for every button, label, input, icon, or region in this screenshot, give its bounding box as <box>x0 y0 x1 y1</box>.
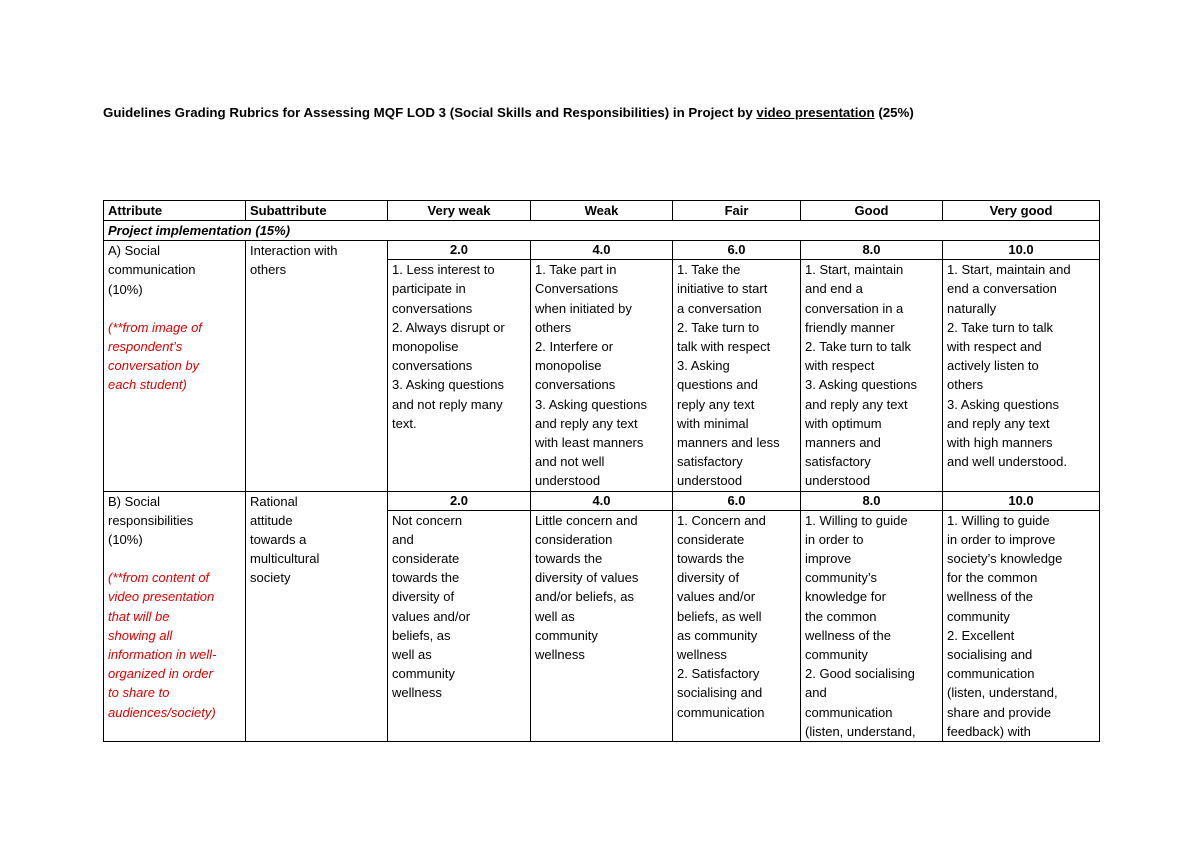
header-row <box>104 201 1100 221</box>
text-line: showing all <box>108 627 173 643</box>
text-line: communication <box>108 262 196 278</box>
descriptor-very-weak <box>388 260 531 491</box>
section-title: Project implementation (15%) <box>104 221 1100 241</box>
text-line: understood <box>805 473 871 489</box>
text-line: communication <box>805 704 893 720</box>
descriptor-fair <box>673 260 801 491</box>
text-line: 2. Take turn to talk <box>805 339 911 355</box>
text-line: wellness of the <box>805 627 891 643</box>
text-line: 1. Less interest to <box>392 262 495 278</box>
text-line: 2. Take turn to <box>677 319 760 335</box>
attribute-cell <box>104 241 246 491</box>
text-line: monopolise <box>392 339 459 355</box>
text-line: 2. Always disrupt or <box>392 319 505 335</box>
text-line: the common <box>805 608 877 624</box>
text-line: reply any text <box>677 396 755 412</box>
text-line: 1. Take part in <box>535 262 617 278</box>
score-weak: 4.0 <box>531 491 673 510</box>
descriptor-weak <box>531 260 673 491</box>
text-line: as community <box>677 627 758 643</box>
text-line: talk with respect <box>677 339 771 355</box>
descriptor-good <box>801 260 943 491</box>
text-line: Rational <box>250 493 298 509</box>
descriptor-fair <box>673 510 801 741</box>
text-line: satisfactory <box>805 454 871 470</box>
text-line: in order to <box>805 531 864 547</box>
text-line: respondent’s <box>108 339 183 355</box>
score-fair: 6.0 <box>673 491 801 510</box>
header-subattribute: Subattribute <box>246 201 388 221</box>
text-line: A) Social <box>108 243 161 259</box>
text-line: 2. Excellent <box>947 627 1015 643</box>
text-line: (**from image of <box>108 319 202 335</box>
text-line: diversity of values <box>535 570 639 586</box>
text-line: beliefs, as well <box>677 608 762 624</box>
text-line: and reply any text <box>805 396 908 412</box>
text-line: information in well- <box>108 647 217 663</box>
text-line: 1. Start, maintain and <box>947 262 1071 278</box>
text-line: and reply any text <box>535 415 638 431</box>
text-line: 1. Take the <box>677 262 741 278</box>
subattribute-cell <box>246 241 388 491</box>
text-line: towards the <box>677 551 745 567</box>
descriptor-very-weak <box>388 510 531 741</box>
text-line: understood <box>677 473 743 489</box>
text-line: feedback) with <box>947 723 1031 739</box>
header-weak: Weak <box>531 201 673 221</box>
text-line: communication <box>947 666 1035 682</box>
text-line: organized in order <box>108 666 213 682</box>
text-line: community <box>947 608 1010 624</box>
text-line: monopolise <box>535 358 602 374</box>
text-line: that will be <box>108 608 170 624</box>
text-line: multicultural <box>250 551 320 567</box>
text-line: community’s <box>805 570 878 586</box>
text-line: others <box>947 377 984 393</box>
text-line: questions and <box>677 377 758 393</box>
text-line: with respect and <box>947 339 1042 355</box>
text-line: and reply any text <box>947 415 1050 431</box>
score-good: 8.0 <box>801 241 943 260</box>
header-fair: Fair <box>673 201 801 221</box>
text-line: a conversation <box>677 300 762 316</box>
text-line: B) Social <box>108 493 161 509</box>
text-line: and well understood. <box>947 454 1067 470</box>
text-line: wellness <box>677 647 727 663</box>
text-line: when initiated by <box>535 300 632 316</box>
text-line: video presentation <box>108 589 215 605</box>
text-line: wellness <box>535 647 585 663</box>
text-line: text. <box>392 415 417 431</box>
text-line: 1. Willing to guide <box>805 512 908 528</box>
text-line: diversity of <box>392 589 455 605</box>
text-line: Not concern <box>392 512 463 528</box>
text-line: communication <box>677 704 765 720</box>
text-line: 3. Asking questions <box>392 377 505 393</box>
text-line: share and provide <box>947 704 1052 720</box>
text-line: well as <box>535 608 575 624</box>
score-very-good: 10.0 <box>943 241 1100 260</box>
score-good: 8.0 <box>801 491 943 510</box>
text-line: well as <box>392 647 432 663</box>
text-line: with high manners <box>947 435 1053 451</box>
text-line: with minimal <box>677 415 749 431</box>
text-line: 2. Interfere or <box>535 339 614 355</box>
text-line: conversation in a <box>805 300 904 316</box>
text-line: conversation by <box>108 358 200 374</box>
text-line: understood <box>535 473 601 489</box>
text-line: knowledge for <box>805 589 886 605</box>
text-line: naturally <box>947 300 997 316</box>
text-line: satisfactory <box>677 454 743 470</box>
attribute-cell <box>104 491 246 741</box>
score-very-weak: 2.0 <box>388 491 531 510</box>
text-line: towards the <box>392 570 460 586</box>
text-line: Little concern and <box>535 512 638 528</box>
text-line: 1. Willing to guide <box>947 512 1050 528</box>
text-line: (listen, understand, <box>947 685 1058 701</box>
descriptor-weak <box>531 510 673 741</box>
text-line: attitude <box>250 512 293 528</box>
text-line: and/or beliefs, as <box>535 589 635 605</box>
text-line: conversations <box>392 300 473 316</box>
text-line: improve <box>805 551 852 567</box>
table-row <box>104 491 1100 510</box>
text-line: towards a <box>250 532 307 548</box>
header-very-good: Very good <box>943 201 1100 221</box>
score-fair: 6.0 <box>673 241 801 260</box>
text-line: others <box>535 319 572 335</box>
text-line: each student) <box>108 377 187 393</box>
text-line: actively listen to <box>947 358 1039 374</box>
score-very-weak: 2.0 <box>388 241 531 260</box>
text-line: 1. Concern and <box>677 512 766 528</box>
text-line: 2. Satisfactory <box>677 666 760 682</box>
text-line: (**from content of <box>108 570 210 586</box>
document-title <box>103 105 914 120</box>
text-line: community <box>535 627 598 643</box>
descriptor-very-good <box>943 510 1100 741</box>
attribute-text <box>108 241 241 299</box>
text-line: (10%) <box>108 281 143 297</box>
table-row <box>104 241 1100 260</box>
text-line: and <box>805 685 827 701</box>
attribute-text <box>108 492 241 550</box>
text-line: (10%) <box>108 532 143 548</box>
subattribute-cell <box>246 491 388 741</box>
text-line: for the common <box>947 570 1038 586</box>
text-line: (listen, understand, <box>805 723 916 739</box>
text-line: community <box>392 666 455 682</box>
text-line: initiative to start <box>677 281 768 297</box>
text-line: socialising and <box>677 685 763 701</box>
text-line: others <box>250 262 287 278</box>
attribute-note <box>108 568 241 722</box>
text-line: in order to improve <box>947 531 1056 547</box>
text-line: considerate <box>677 531 745 547</box>
text-line: participate in <box>392 281 466 297</box>
text-line: audiences/society) <box>108 704 216 720</box>
text-line: community <box>805 647 868 663</box>
section-row <box>104 221 1100 241</box>
text-line: wellness <box>392 685 442 701</box>
text-line: and not well <box>535 454 605 470</box>
text-line: wellness of the <box>947 589 1033 605</box>
text-line: and end a <box>805 281 863 297</box>
text-line: to share to <box>108 685 170 701</box>
text-line: values and/or <box>392 608 471 624</box>
title-prefix: Guidelines Grading Rubrics for Assessing MQF LOD 3 (Social Skills and Responsibilities) in Project by <box>103 105 757 120</box>
text-line: considerate <box>392 551 460 567</box>
text-line: 3. Asking questions <box>805 377 918 393</box>
text-line: with least manners <box>535 435 644 451</box>
text-line: values and/or <box>677 589 756 605</box>
title-underlined: video presentation <box>756 105 875 120</box>
text-line: 2. Good socialising <box>805 666 915 682</box>
rubric-table <box>103 200 1100 742</box>
text-line: 2. Take turn to talk <box>947 319 1053 335</box>
attribute-note <box>108 318 241 395</box>
text-line: beliefs, as <box>392 627 451 643</box>
text-line: with optimum <box>805 415 882 431</box>
text-line: and not reply many <box>392 396 503 412</box>
text-line: manners and <box>805 435 881 451</box>
text-line: with respect <box>805 358 875 374</box>
text-line: conversations <box>535 377 616 393</box>
text-line: 3. Asking questions <box>947 396 1060 412</box>
header-attribute: Attribute <box>104 201 246 221</box>
text-line: Interaction with <box>250 243 338 259</box>
text-line: socialising and <box>947 647 1033 663</box>
descriptor-good <box>801 510 943 741</box>
text-line: Conversations <box>535 281 619 297</box>
text-line: consideration <box>535 531 613 547</box>
text-line: 3. Asking questions <box>535 396 648 412</box>
text-line: 3. Asking <box>677 358 730 374</box>
text-line: manners and less <box>677 435 780 451</box>
text-line: diversity of <box>677 570 740 586</box>
title-suffix: (25%) <box>874 105 914 120</box>
text-line: end a conversation <box>947 281 1057 297</box>
text-line: friendly manner <box>805 319 895 335</box>
text-line: 1. Start, maintain <box>805 262 904 278</box>
text-line: society <box>250 570 291 586</box>
text-line: society’s knowledge <box>947 551 1063 567</box>
score-very-good: 10.0 <box>943 491 1100 510</box>
text-line: conversations <box>392 358 473 374</box>
header-good: Good <box>801 201 943 221</box>
text-line: and <box>392 531 414 547</box>
text-line: towards the <box>535 551 603 567</box>
header-very-weak: Very weak <box>388 201 531 221</box>
text-line: responsibilities <box>108 512 194 528</box>
descriptor-very-good <box>943 260 1100 491</box>
score-weak: 4.0 <box>531 241 673 260</box>
